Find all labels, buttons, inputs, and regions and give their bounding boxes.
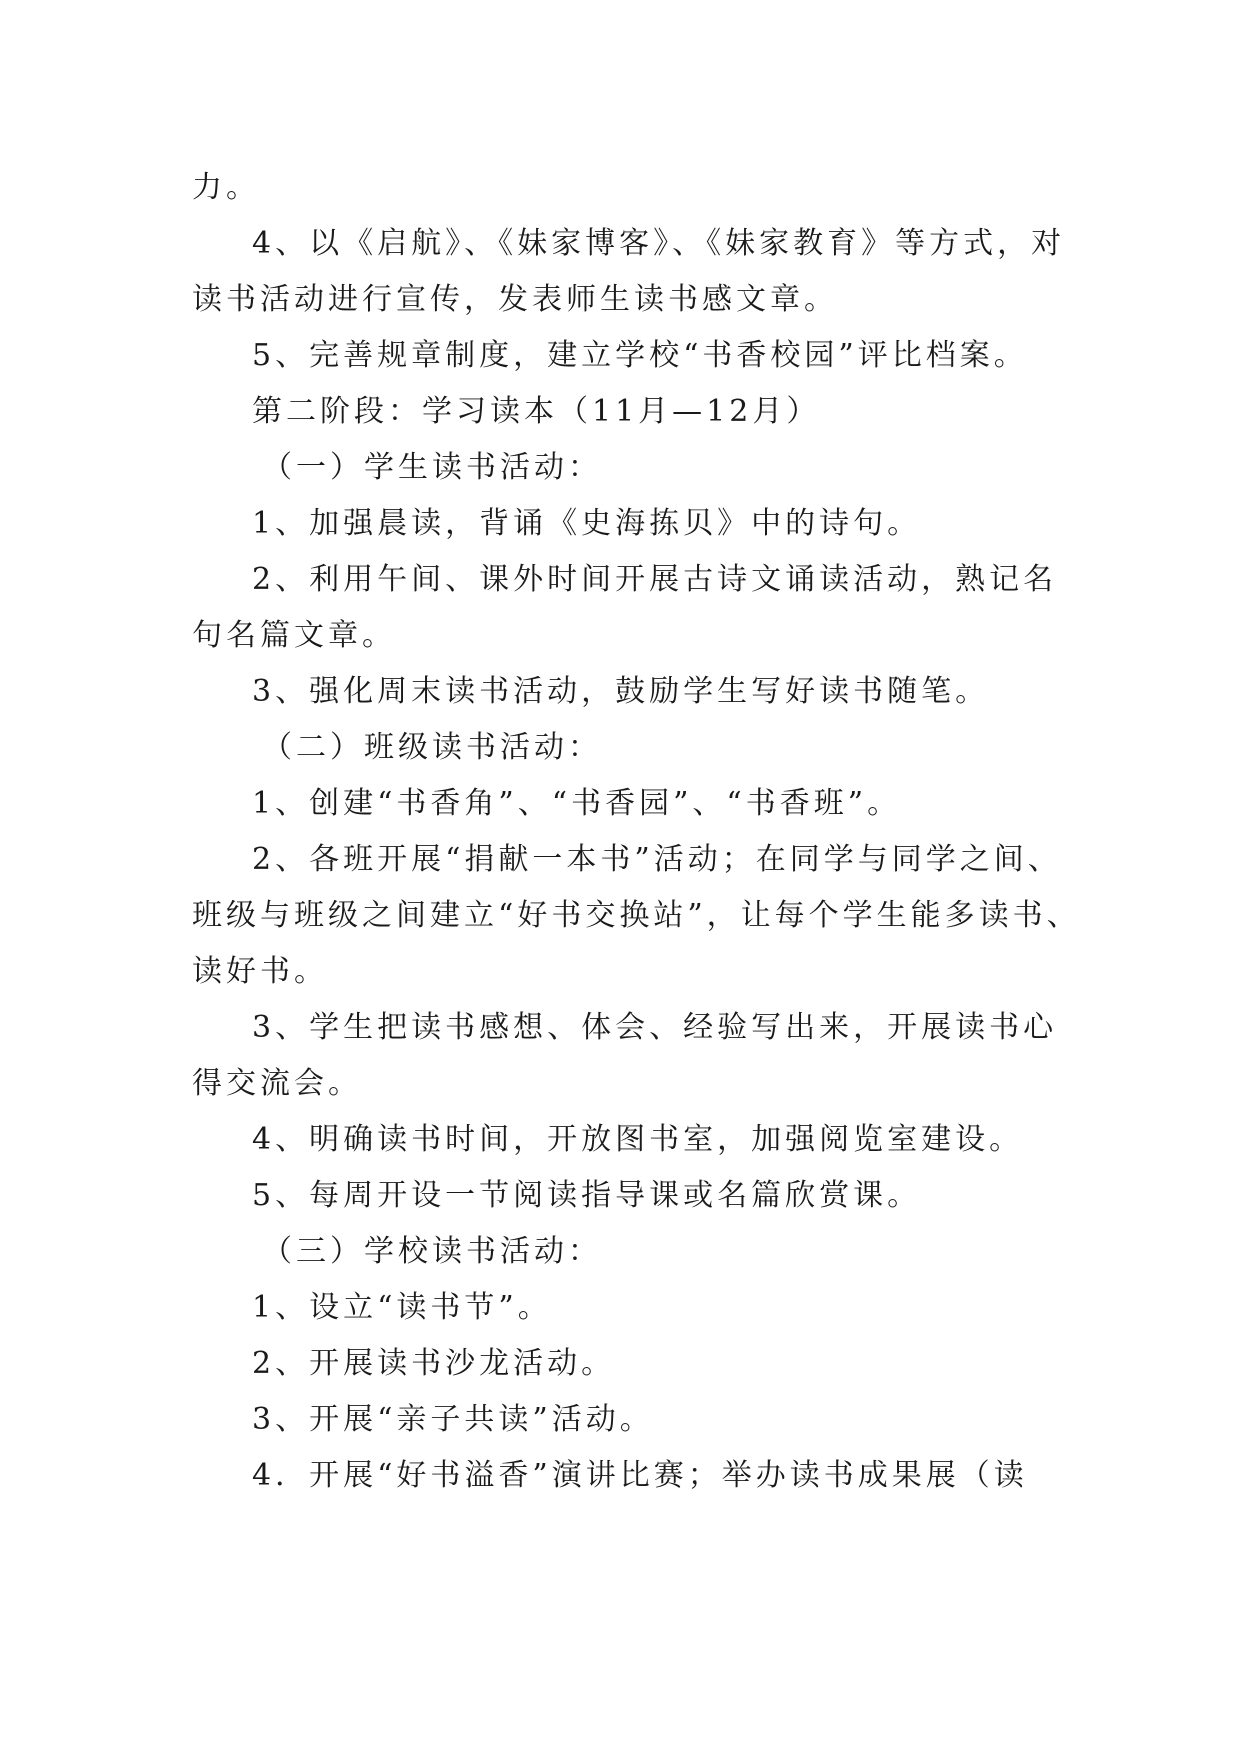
paragraph-line: 1、创建“书香角”、“书香园”、“书香班”。	[252, 786, 902, 821]
paragraph-line: 句名篇文章。	[192, 618, 396, 653]
paragraph-line: 读好书。	[192, 954, 328, 989]
paragraph-line: 1、设立“读书节”。	[252, 1290, 552, 1325]
paragraph-line: 5、每周开设一节阅读指导课或名篇欣赏课。	[252, 1178, 922, 1213]
subsection-heading: （一）学生读书活动：	[262, 450, 602, 485]
paragraph-line: 3、学生把读书感想、体会、经验写出来，开展读书心	[252, 1010, 1058, 1045]
paragraph-line: 3、强化周末读书活动，鼓励学生写好读书随笔。	[252, 674, 990, 709]
paragraph-line: 2、开展读书沙龙活动。	[252, 1346, 616, 1381]
paragraph-line: 4、明确读书时间，开放图书室，加强阅览室建设。	[252, 1122, 1024, 1157]
paragraph-line: 1、加强晨读，背诵《史海拣贝》中的诗句。	[252, 506, 922, 541]
paragraph-line: 2、各班开展“捐献一本书”活动；在同学与同学之间、	[252, 842, 1062, 877]
paragraph-line: 4．开展“好书溢香”演讲比赛；举办读书成果展（读	[252, 1458, 1028, 1493]
paragraph-line: 力。	[192, 170, 260, 205]
paragraph-line: 班级与班级之间建立“好书交换站”，让每个学生能多读书、	[192, 898, 1081, 933]
subsection-heading: （二）班级读书活动：	[262, 730, 602, 765]
paragraph-line: 4、以《启航》、《妹家博客》、《妹家教育》等方式，对	[252, 226, 1066, 261]
subsection-heading: （三）学校读书活动：	[262, 1234, 602, 1269]
paragraph-line: 读书活动进行宣传，发表师生读书感文章。	[192, 282, 838, 317]
section-heading: 第二阶段：学习读本（11月—12月）	[252, 394, 821, 429]
paragraph-line: 3、开展“亲子共读”活动。	[252, 1402, 654, 1437]
paragraph-line: 得交流会。	[192, 1066, 362, 1101]
paragraph-line: 5、完善规章制度，建立学校“书香校园”评比档案。	[252, 338, 1028, 373]
paragraph-line: 2、利用午间、课外时间开展古诗文诵读活动，熟记名	[252, 562, 1058, 597]
